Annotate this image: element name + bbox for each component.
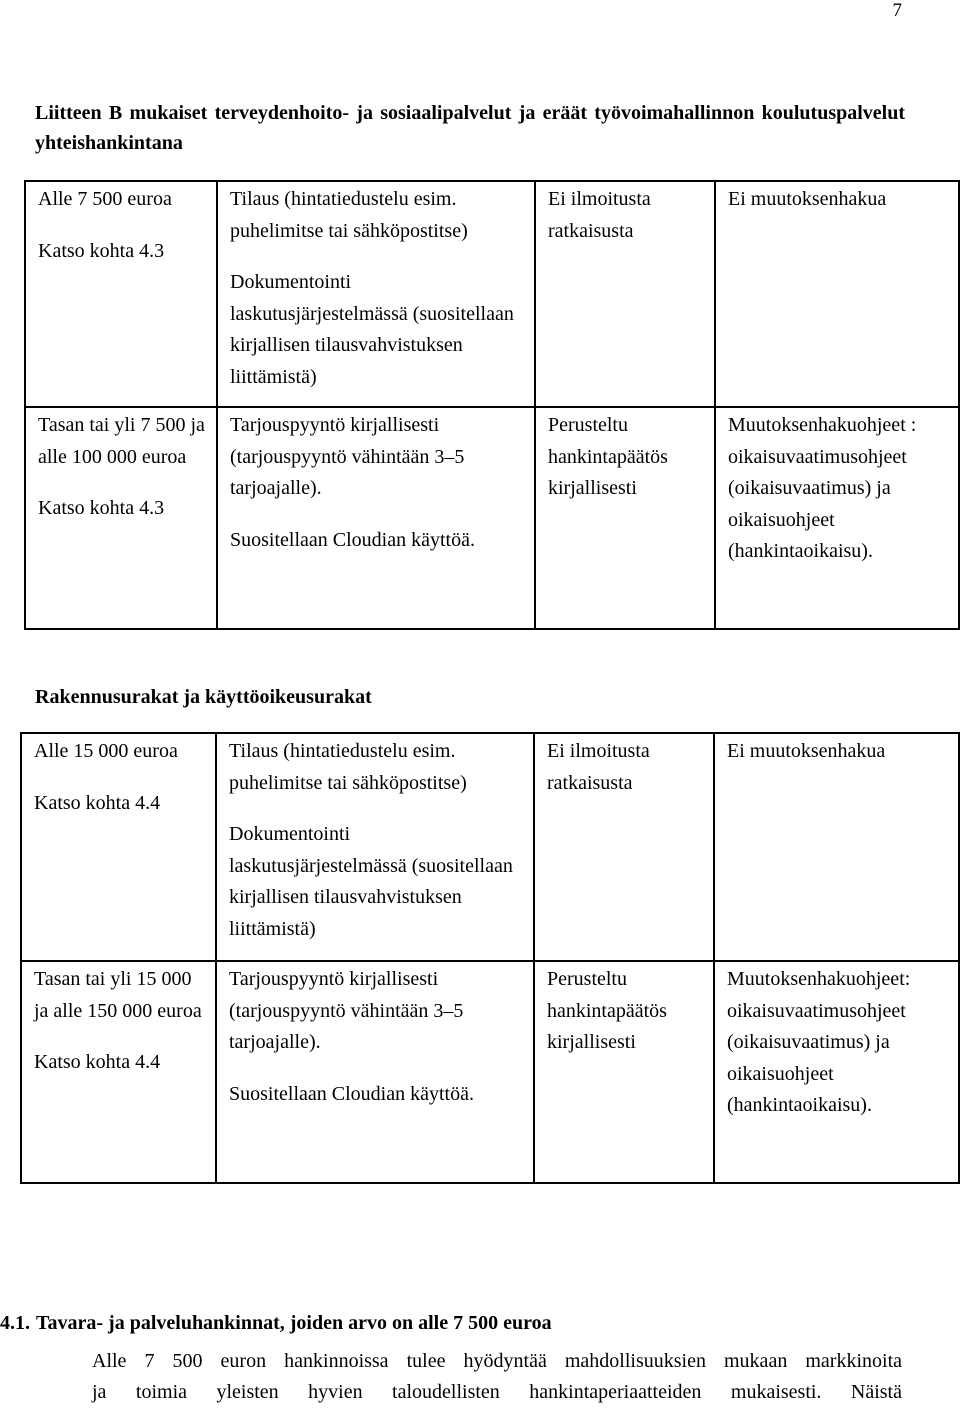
decision-cell bbox=[535, 181, 715, 407]
threshold-text: Alle 7 500 euroa bbox=[38, 188, 172, 210]
appeal-text: Ei muutoksenhakua bbox=[728, 188, 887, 210]
procedure-cell bbox=[217, 407, 535, 629]
reference-text: Katso kohta 4.4 bbox=[34, 1051, 161, 1073]
appeal-cell bbox=[715, 181, 959, 407]
threshold-cell bbox=[25, 181, 217, 407]
threshold-cell bbox=[21, 961, 216, 1183]
decision-text: Perusteltu hankintapäätös kirjallisesti bbox=[548, 414, 668, 499]
recommendation-text: Suositellaan Cloudian käyttöä. bbox=[229, 1082, 474, 1105]
reference-text: Katso kohta 4.3 bbox=[38, 497, 165, 519]
threshold-cell bbox=[25, 407, 217, 629]
appeal-cell bbox=[715, 407, 959, 629]
procedure-text: Tilaus (hintatiedustelu esim. puhelimitse tai sähköpostitse) bbox=[230, 188, 468, 242]
decision-text: Ei ilmoitusta ratkaisusta bbox=[547, 740, 650, 794]
documentation-text: Dokumentointi laskutusjärjestelmässä (suositellaan kirjallisen tilausvahvistuksen liittämistä) bbox=[229, 823, 513, 940]
procedure-text: Tilaus (hintatiedustelu esim. puhelimitse tai sähköpostitse) bbox=[229, 740, 467, 794]
table-row bbox=[25, 181, 959, 407]
recommendation-text: Suositellaan Cloudian käyttöä. bbox=[230, 528, 475, 551]
appeal-cell bbox=[714, 733, 959, 961]
section-41-body bbox=[92, 1346, 902, 1408]
section-heading-liite-b: Liitteen B mukaiset terveydenhoito- ja sosiaalipalvelut ja eräät työvoimahallinnon koulutuspalvelut yhteishankintana bbox=[35, 102, 905, 154]
reference-text: Katso kohta 4.3 bbox=[38, 239, 165, 262]
section-number: 4.1. bbox=[0, 1312, 30, 1334]
decision-text: Ei ilmoitusta ratkaisusta bbox=[548, 188, 651, 242]
procedure-cell bbox=[216, 733, 534, 961]
body-line: Alle 7 500 euron hankinnoissa tulee hyödyntää mahdollisuuksien mukaan markkinoita bbox=[92, 1350, 902, 1372]
documentation-text: Dokumentointi laskutusjärjestelmässä (suositellaan kirjallisen tilausvahvistuksen liittämistä) bbox=[230, 271, 514, 388]
appeal-text: Ei muutoksenhakua bbox=[727, 740, 886, 762]
appeal-text: Muutoksenhakuohjeet: oikaisuvaatimusohjeet (oikaisuvaatimus) ja oikaisuohjeet (hankintaoikaisu). bbox=[727, 968, 911, 1116]
decision-cell bbox=[534, 961, 714, 1183]
table-row bbox=[21, 733, 959, 961]
decision-cell bbox=[534, 733, 714, 961]
section-41-heading bbox=[0, 1308, 552, 1338]
section-heading-rakennusurakat: Rakennusurakat ja käyttöoikeusurakat bbox=[35, 686, 372, 708]
table-row bbox=[21, 961, 959, 1183]
procurement-table-rakennusurakat bbox=[20, 732, 960, 1184]
procedure-cell bbox=[216, 961, 534, 1183]
appeal-cell bbox=[714, 961, 959, 1183]
threshold-text: Alle 15 000 euroa bbox=[34, 740, 178, 762]
section-title: Tavara- ja palveluhankinnat, joiden arvo on alle 7 500 euroa bbox=[36, 1312, 552, 1334]
threshold-text: Tasan tai yli 15 000 ja alle 150 000 euroa bbox=[34, 968, 202, 1022]
body-line: ja toimia yleisten hyvien taloudellisten hankintaperiaatteiden mukaisesti. Näistä bbox=[92, 1381, 902, 1403]
table-row bbox=[25, 407, 959, 629]
appeal-text: Muutoksenhakuohjeet : oikaisuvaatimusohjeet (oikaisuvaatimus) ja oikaisuohjeet (hankintaoikaisu). bbox=[728, 414, 917, 562]
page-number: 7 bbox=[892, 0, 902, 21]
threshold-text: Tasan tai yli 7 500 ja alle 100 000 euroa bbox=[38, 414, 205, 468]
procurement-table-liite-b bbox=[24, 180, 960, 630]
procedure-cell bbox=[217, 181, 535, 407]
decision-text: Perusteltu hankintapäätös kirjallisesti bbox=[547, 968, 667, 1053]
decision-cell bbox=[535, 407, 715, 629]
reference-text: Katso kohta 4.4 bbox=[34, 791, 161, 814]
threshold-cell bbox=[21, 733, 216, 961]
procedure-text: Tarjouspyyntö kirjallisesti (tarjouspyyntö vähintään 3–5 tarjoajalle). bbox=[229, 968, 464, 1053]
procedure-text: Tarjouspyyntö kirjallisesti (tarjouspyyntö vähintään 3–5 tarjoajalle). bbox=[230, 414, 465, 499]
